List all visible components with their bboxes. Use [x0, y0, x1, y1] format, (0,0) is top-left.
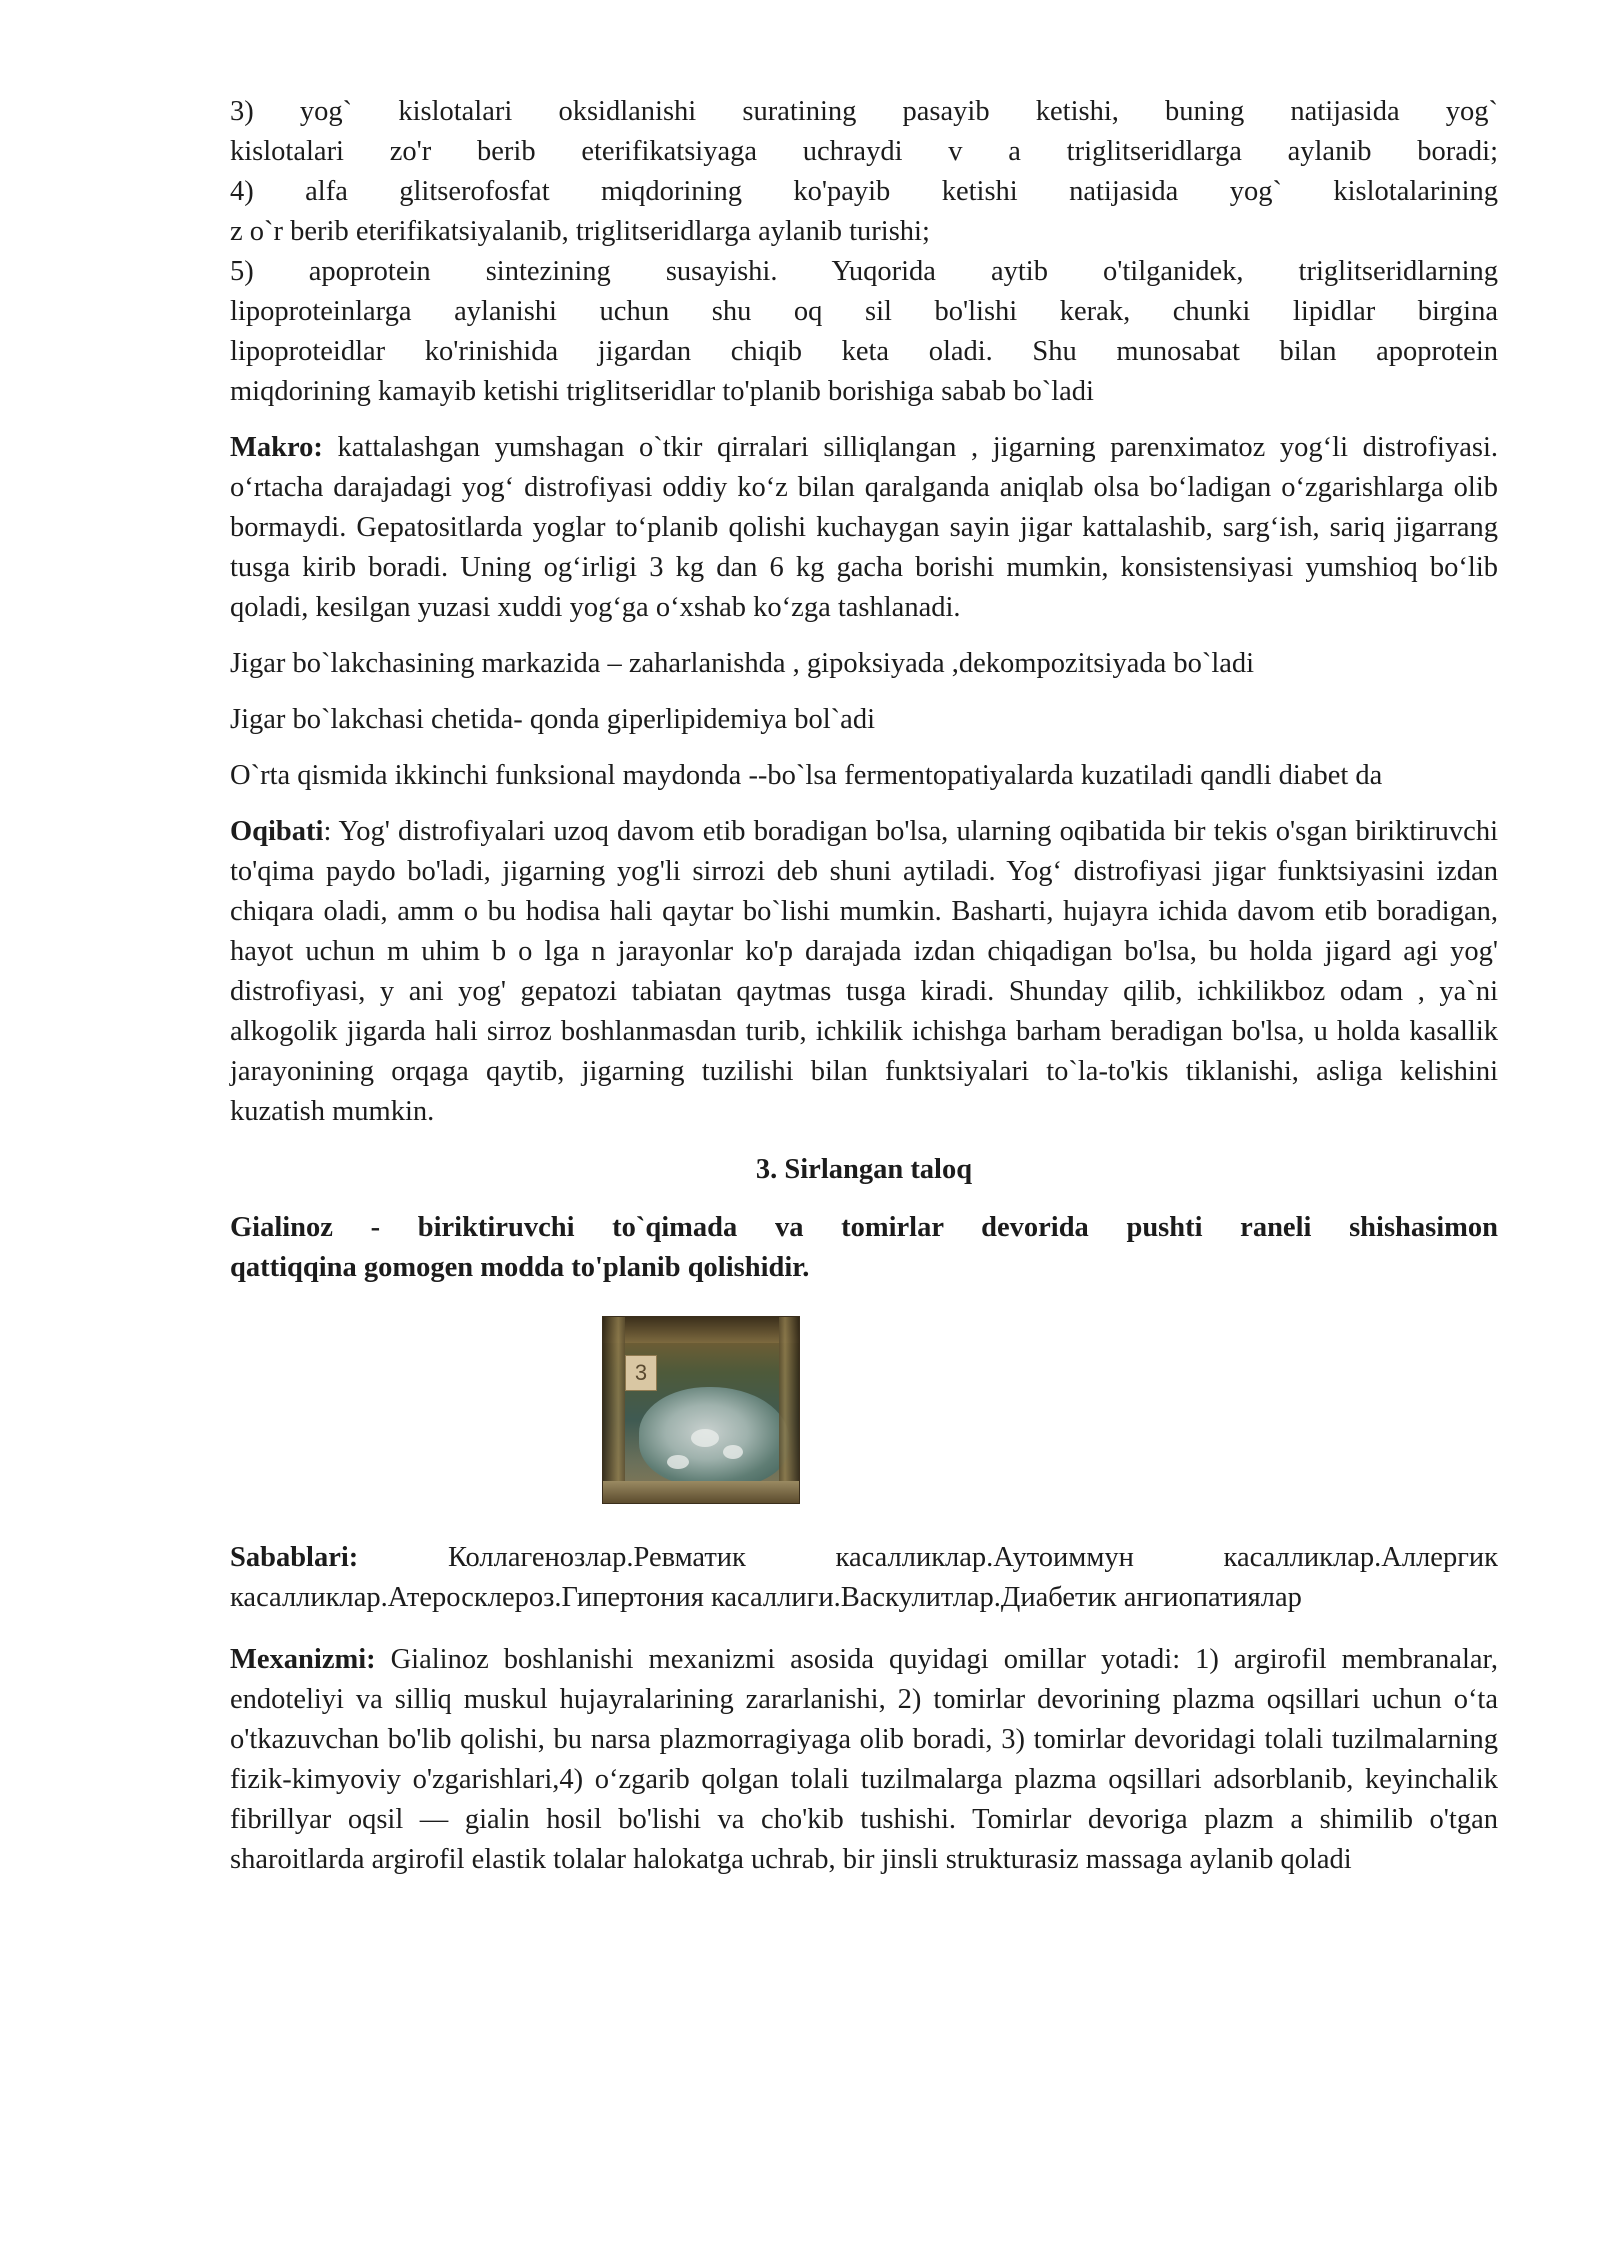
mechanism-list — [230, 92, 1498, 412]
text-line: 3) yog` kislotalari oksidlanishi suratining pasayib ketishi, buning natijasida yog` — [230, 96, 1498, 127]
makro-text: kattalashgan yumshagan o`tkir qirralari silliqlangan , jigarning parenximatoz yogʻli distrofiyasi. oʻrtacha darajadagi yogʻ distrofiyasi oddiy koʻz bilan qaralganda aniqlab olsa boʻladigan oʻzgarishlarga olib bormaydi. Gepatositlarda yoglar toʻplanib qolishi kuchaygan sayin jigar kattalashib, sargʻish, sariq jigarrang tusga kirib boradi. Uning ogʻirligi 3 kg dan 6 kg gacha borishi mumkin, konsistensiyasi yumshioq boʻlib qoladi, kesilgan yuzasi xuddi yogʻga oʻxshab koʻzga tashlanadi. — [230, 432, 1498, 623]
sabablari-label: Sabablari: — [230, 1542, 359, 1573]
oqibati-text: : Yog' distrofiyalari uzoq davom etib boradigan bo'lsa, ularning oqibatida bir tekis o'sgan biriktiruvchi to'qima paydo bo'ladi, jigarning yog'li sirrozi deb shuni aytiladi. Yog‘ distrofiyasi jigar funktsiyasini izdan chiqara oladi, amm o bu hodisa hali qaytar bo`lishi mumkin. Basharti, hujayra ichida davom etib boradigan, hayot uchun m uhim b o lga n jarayonlar ko'p darajada izdan chiqadigan bo'lsa, bu holda jigard agi yog' distrofiyasi, y ani yog' gepatozi tabiatan qaytmas tusga kiradi. Shunday qilib, ichkilikboz odam , ya`ni alkogolik jigarda hali sirroz boshlanmasdan turib, ichkilik ichishga barham beradigan bo'lsa, u holda kasallik jarayonining orqaga qaytib, jigarning tuzilishi bilan funktsiyalari to`la-to'kis tiklanishi, asliga kelishini kuzatish mumkin. — [230, 816, 1498, 1127]
definition-line: Gialinoz - biriktiruvchi to`qimada va tomirlar devorida pushti raneli shishasimon — [230, 1212, 1498, 1243]
text-line: lipoproteinlarga aylanishi uchun shu oq sil bo'lishi kerak, chunki lipidlar birgina — [230, 296, 1498, 327]
makro-label: Makro: — [230, 432, 323, 463]
note-periphery: Jigar bo`lakchasi chetida- qonda giperlipidemiya bol`adi — [230, 704, 875, 735]
mexanizmi-paragraph — [230, 1640, 1498, 1880]
specimen-number-label: 3 — [625, 1355, 657, 1391]
definition-line: qattiqqina gomogen modda to'planib qolishidir. — [230, 1252, 810, 1283]
text-line: z o`r berib eterifikatsiyalanib, triglitseridlarga aylanib turishi; — [230, 216, 930, 247]
definition — [230, 1208, 1498, 1288]
oqibati-label: Oqibati — [230, 816, 324, 847]
mexanizmi-text: Gialinoz boshlanishi mexanizmi asosida quyidagi omillar yotadi: 1) argirofil membranalar, endoteliyi va silliq muskul hujayralarining zararlanishi, 2) tomirlar devorining plazma oqsillari uchun o‘ta o'tkazuvchan bo'lib qolishi, bu narsa plazmorragiyaga olib boradi, 3) tomirlar devoridagi tolali tuzilmalarning fizik-kimyoviy o'zgarishlari,4) o‘zgarib qolgan tolali tuzilmalarga plazma oqsillari adsorblanib, keyinchalik fibrillyar oqsil — gialin hosil bo'lishi va cho'kib tushishi. Tomirlar devoriga plazm a shimilib o'tgan sharoitlarda argirofil elastik tolalar halokatga uchrab, bir jinsli strukturasiz massaga aylanib qoladi — [230, 1644, 1498, 1875]
note-center: Jigar bo`lakchasining markazida – zaharlanishda , gipoksiyada ,dekompozitsiyada bo`ladi — [230, 648, 1255, 679]
document-page — [230, 92, 1498, 1880]
text-line: 5) apoprotein sintezining susayishi. Yuqorida aytib o'tilganidek, triglitseridlarning — [230, 256, 1498, 287]
text-line: 4) alfa glitserofosfat miqdorining ko'payib ketishi natijasida yog` kislotalarining — [230, 176, 1498, 207]
specimen-jar-photo — [602, 1316, 800, 1504]
text-line: miqdorining kamayib ketishi triglitseridlar to'planib borishiga sabab bo`ladi — [230, 376, 1094, 407]
note-middle: O`rta qismida ikkinchi funksional maydonda --bo`lsa fermentopatiyalarda kuzatiladi qandli diabet da — [230, 760, 1383, 791]
mexanizmi-label: Mexanizmi: — [230, 1644, 376, 1675]
section-heading: 3. Sirlangan taloq — [755, 1154, 973, 1185]
text-line: kislotalari zo'r berib eterifikatsiyaga uchraydi v a triglitseridlarga aylanib boradi; — [230, 136, 1498, 167]
text-line: lipoproteidlar ko'rinishida jigardan chiqib keta oladi. Shu munosabat bilan apoprotein — [230, 336, 1498, 367]
makro-paragraph — [230, 428, 1498, 628]
sabablari-text: Коллагенозлар.Ревматик касалликлар.Аутоиммун касалликлар.Аллергик касалликлар.Атеросклероз.Гипертония касаллиги.Васкулитлар.Диабетик ангиопатиялар — [230, 1542, 1498, 1613]
specimen-figure — [230, 1316, 1498, 1504]
oqibati-paragraph — [230, 812, 1498, 1132]
sabablari-paragraph — [230, 1538, 1498, 1618]
